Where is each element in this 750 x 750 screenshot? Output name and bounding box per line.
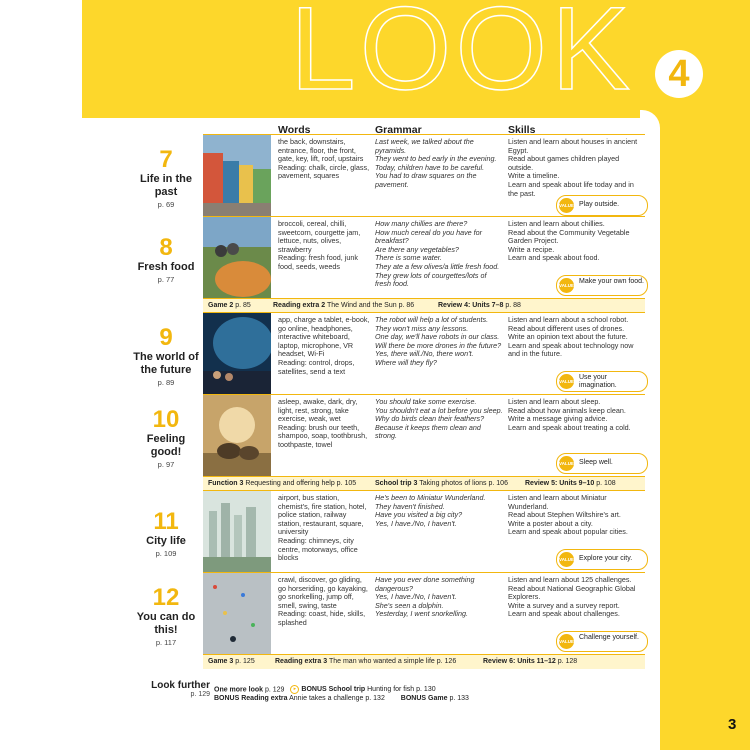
skills-cell: Listen and learn about a school robot. Read about different uses of drones. Write an opinion text about the future. Learn and speak about technology now and in the future. (508, 315, 634, 359)
unit-12-row (203, 572, 645, 655)
side-band (650, 118, 750, 750)
words-cell: the back, downstairs, entrance, floor, the front, gate, key, lift, roof, upstairs Reading: chalk, circle, glass, pavement, squares (278, 137, 370, 181)
unit-page: p. 97 (157, 460, 175, 469)
review-strip-1 (203, 298, 645, 313)
strip-item[interactable]: Reading extra 2 The Wind and the Sun p. 86 (273, 302, 415, 309)
unit-title: City life (146, 535, 186, 547)
unit-number: 9 (159, 324, 173, 351)
strip-item[interactable]: Function 3 Requesting and offering help p. 105 (208, 480, 357, 487)
column-skills: Skills (508, 124, 536, 136)
unit-title: The world of the future (133, 351, 199, 376)
value-text: Play outside. (579, 201, 620, 208)
look-title: LOOK (290, 0, 634, 115)
strip-item[interactable]: Review 4: Units 7–8 p. 88 (438, 302, 521, 309)
unit-10-row (203, 394, 645, 477)
further-item[interactable]: ▸ BONUS School trip Hunting for fish p. 130 (290, 686, 435, 693)
unit-number: 10 (152, 406, 180, 433)
words-cell: broccoli, cereal, chilli, sweetcorn, courgette jam, lettuce, nuts, olives, strawberry Reading: fresh food, junk food, seeds, weeds (278, 219, 361, 271)
words-cell: app, charge a tablet, e-book, go online, headphones, interactive whiteboard, laptop, microphone, VR headset, Wi-Fi Reading: control, drops, satellites, send a text (278, 315, 370, 376)
unit-10-label[interactable] (130, 408, 202, 469)
unit-title: You can do this! (136, 611, 196, 636)
grammar-cell: You should take some exercise. You shouldn't eat a lot before you sleep. Why do birds clean their feathers? Because it keeps them clean and strong. (375, 397, 503, 441)
skills-cell: Listen and learn about Miniatur Wunderland. Read about Stephen Wiltshire's art. Write a poster about a city. Learn and speak about popular cities. (508, 493, 628, 537)
grammar-cell: Last week, we talked about the pyramids. They went to bed early in the evening. Today, children have to be careful. You had to draw squares on the pavement. (375, 137, 497, 189)
value-pill (556, 549, 648, 570)
review-strip-2 (203, 476, 645, 491)
unit-9-row (203, 312, 645, 395)
strip-item[interactable]: School trip 3 Taking photos of lions p. 106 (375, 480, 508, 487)
value-text: Sleep well. (579, 459, 613, 466)
unit-11-label[interactable] (130, 510, 202, 558)
value-pill (556, 371, 648, 392)
value-pill (556, 195, 648, 216)
skills-cell: Listen and learn about chillies. Read about the Community Vegetable Garden Project. Write a recipe. Learn and speak about food. (508, 219, 630, 263)
unit-number: 8 (159, 234, 173, 261)
unit-page: p. 69 (157, 200, 175, 209)
value-badge: VALUE (559, 198, 574, 213)
unit-number: 7 (159, 146, 173, 173)
column-words: Words (278, 124, 311, 136)
skills-cell: Listen and learn about 125 challenges. Read about National Geographic Global Explorers. Write a survey and a survey report. Learn and speak about challenges. (508, 575, 636, 619)
value-pill (556, 275, 648, 296)
value-text: Challenge yourself. (579, 634, 639, 641)
unit-page: p. 77 (157, 275, 175, 284)
further-item[interactable]: One more look p. 129 (214, 686, 285, 694)
words-cell: airport, bus station, chemist's, fire station, hotel, police station, railway station, restaurant, square, university Reading: chimneys, city centre, motorways, office blocks (278, 493, 367, 563)
strip-item[interactable]: Reading extra 3 The man who wanted a simple life p. 126 (275, 658, 457, 665)
look-further-line-1 (214, 685, 436, 694)
level-badge: 4 (655, 50, 703, 98)
words-cell: asleep, awake, dark, dry, light, rest, strong, take exercise, weak, wet Reading: brush our teeth, shampoo, soap, toothbrush, toothpaste, towel (278, 397, 368, 449)
unit-title: Life in the past (140, 173, 192, 198)
city-photo (203, 491, 271, 573)
grammar-cell: How many chillies are there? How much cereal do you have for breakfast? Are there any vegetables? There is some water. They ate a few olives/a little fresh food. They grew lots of courgettes/lots of fresh food. (375, 219, 500, 289)
unit-page: p. 89 (157, 378, 175, 387)
value-text: Explore your city. (579, 555, 633, 562)
look-further-title: Look further (151, 680, 210, 691)
value-badge: VALUE (559, 278, 574, 293)
street-photo (203, 135, 271, 217)
skills-cell: Listen and learn about houses in ancient Egypt. Read about games children played outside. Write a timeline. Learn and speak about life today and in the past. (508, 137, 638, 198)
unit-title: Fresh food (137, 261, 195, 273)
grammar-cell: Have you ever done something dangerous? Yes, I have./No, I haven't. She's seen a dolphin. Yesterday, I went snorkelling. (375, 575, 475, 619)
unit-number: 11 (153, 508, 179, 535)
review-strip-3 (203, 654, 645, 669)
look-further-line-2 (214, 695, 469, 702)
unit-8-row (203, 216, 645, 299)
page-number: 3 (728, 716, 737, 733)
unit-7-row (203, 134, 645, 217)
unit-number: 12 (152, 584, 180, 611)
arrow-icon: ▸ (290, 685, 299, 694)
unit-title: Feeling good! (146, 433, 186, 458)
value-pill (556, 453, 648, 474)
skills-cell: Listen and learn about sleep. Read about how animals keep clean. Write a message giving advice. Learn and speak about treating a cold. (508, 397, 631, 432)
value-badge: VALUE (559, 552, 574, 567)
strip-item[interactable]: Game 3 p. 125 (208, 658, 255, 665)
pumpkin-photo (203, 217, 271, 299)
unit-8-label[interactable] (130, 236, 202, 284)
grammar-cell: He's been to Miniatur Wunderland. They haven't finished. Have you visited a big city? Yes, I have./No, I haven't. (375, 493, 486, 528)
dome-photo (203, 313, 271, 395)
climbing-wall-photo (203, 573, 271, 655)
unit-11-row (203, 490, 645, 573)
unit-page: p. 117 (155, 638, 177, 647)
strip-item[interactable]: Review 5: Units 9–10 p. 108 (525, 480, 616, 487)
further-item[interactable]: BONUS Reading extra Annie takes a challenge p. 132 (214, 695, 385, 702)
look-further-page: p. 129 (190, 691, 210, 698)
column-grammar: Grammar (375, 124, 422, 136)
unit-7-label[interactable] (130, 148, 202, 209)
value-pill (556, 631, 648, 652)
value-badge: VALUE (559, 456, 574, 471)
strip-item[interactable]: Game 2 p. 85 (208, 302, 251, 309)
grammar-cell: The robot will help a lot of students. They won't miss any lessons. One day, we'll have robots in our class. Will there be more drones in the future? Yes, there will./No, there won't. Where will they fly? (375, 315, 502, 367)
elephant-photo (203, 395, 271, 477)
unit-12-label[interactable] (130, 586, 202, 647)
value-badge: VALUE (559, 634, 574, 649)
value-text: Make your own food. (579, 278, 644, 285)
further-item[interactable]: BONUS Game p. 133 (400, 695, 469, 702)
unit-9-label[interactable] (130, 326, 202, 387)
unit-page: p. 109 (155, 549, 177, 558)
strip-item[interactable]: Review 6: Units 11–12 p. 128 (483, 658, 578, 665)
words-cell: crawl, discover, go gliding, go horseriding, go kayaking, go snorkelling, jump off, smell, swing, taste Reading: coast, hide, skills, splashed (278, 575, 368, 627)
value-text: Use your imagination. (579, 374, 617, 389)
value-badge: VALUE (559, 374, 574, 389)
look-further[interactable] (140, 680, 210, 698)
